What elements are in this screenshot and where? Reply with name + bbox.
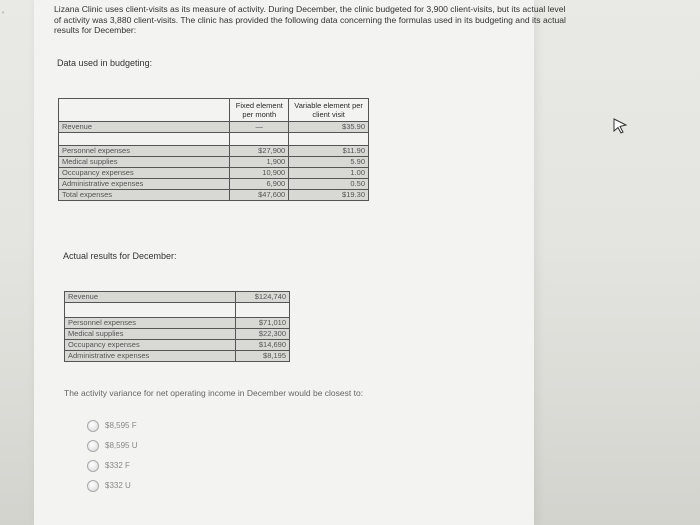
variable-value: $11.90 [289, 146, 369, 157]
row-label: Occupancy expenses [59, 168, 230, 179]
radio-button[interactable] [87, 480, 99, 492]
budget-table [58, 98, 369, 201]
fixed-value: 6,900 [230, 179, 289, 190]
actual-section-label: Actual results for December: [63, 251, 177, 261]
actual-value: $22,300 [236, 329, 290, 340]
mouse-pointer-icon [612, 117, 628, 135]
budget-section-label: Data used in budgeting: [57, 58, 153, 68]
fixed-value: $27,900 [230, 146, 289, 157]
row-label: Medical supplies [59, 157, 230, 168]
budget-expense-row [59, 157, 369, 168]
row-label: Administrative expenses [65, 351, 236, 362]
page-mark: ’ [2, 10, 4, 20]
row-label: Total expenses [59, 190, 230, 201]
radio-button[interactable] [87, 420, 99, 432]
option-label: $332 U [105, 481, 131, 490]
answer-option[interactable] [87, 417, 137, 434]
option-label: $332 F [105, 461, 130, 470]
actual-expense-row [65, 329, 290, 340]
actual-table [64, 291, 290, 362]
radio-button[interactable] [87, 440, 99, 452]
budget-revenue-row [59, 122, 369, 133]
actual-expense-row [65, 318, 290, 329]
fixed-column-header: Fixed element per month [230, 99, 289, 122]
row-label: Personnel expenses [59, 146, 230, 157]
variable-value: $35.90 [289, 122, 369, 133]
row-label: Personnel expenses [65, 318, 236, 329]
radio-button[interactable] [87, 460, 99, 472]
budget-expense-row [59, 146, 369, 157]
budget-spacer-row [59, 133, 369, 146]
question-text: The activity variance for net operating income in December would be closest to: [64, 388, 364, 398]
variable-value: 1.00 [289, 168, 369, 179]
budget-expense-row [59, 168, 369, 179]
variable-value: $19.30 [289, 190, 369, 201]
answer-option[interactable] [87, 437, 137, 454]
fixed-value: 1,900 [230, 157, 289, 168]
row-label: Medical supplies [65, 329, 236, 340]
actual-expense-row [65, 351, 290, 362]
variable-value: 0.50 [289, 179, 369, 190]
actual-spacer-row [65, 303, 290, 318]
row-label: Occupancy expenses [65, 340, 236, 351]
variable-column-header: Variable element per client visit [289, 99, 369, 122]
actual-value: $14,690 [236, 340, 290, 351]
option-label: $8,595 U [105, 441, 138, 450]
row-label: Revenue [59, 122, 230, 133]
answer-option[interactable] [87, 457, 137, 474]
answer-options [87, 417, 137, 497]
fixed-value: $47,600 [230, 190, 289, 201]
actual-value: $124,740 [236, 292, 290, 303]
budget-header-row [59, 99, 369, 122]
variable-value: 5.90 [289, 157, 369, 168]
budget-total-row [59, 190, 369, 201]
fixed-value: 10,900 [230, 168, 289, 179]
option-label: $8,595 F [105, 421, 137, 430]
fixed-value: — [230, 122, 289, 133]
answer-option[interactable] [87, 477, 137, 494]
actual-value: $8,195 [236, 351, 290, 362]
actual-revenue-row [65, 292, 290, 303]
actual-expense-row [65, 340, 290, 351]
actual-value: $71,010 [236, 318, 290, 329]
intro-text: Lizana Clinic uses client-visits as its measure of activity. During December, the clinic budgeted for 3,900 client-visits, but its actual level of activity was 3,880 client-visits. The clinic has provided the following data concerning the formulas used in its budgeting and its actual results for December: [54, 4, 566, 35]
budget-expense-row [59, 179, 369, 190]
row-label: Administrative expenses [59, 179, 230, 190]
row-label: Revenue [65, 292, 236, 303]
